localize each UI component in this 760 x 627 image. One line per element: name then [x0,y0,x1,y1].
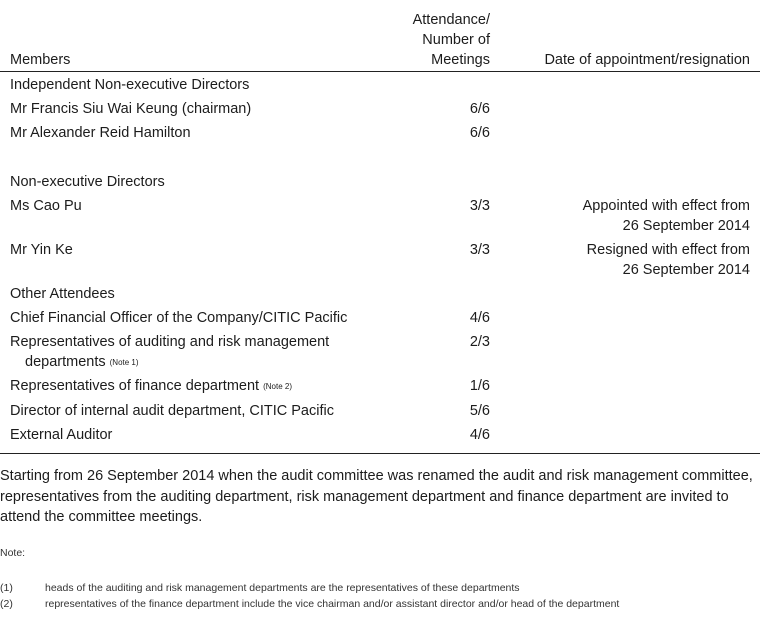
attendee-attendance: 1/6 [469,378,490,394]
note-number: (2) [0,598,13,610]
note-reference: (Note 1) [109,358,139,367]
attendance-header-line3: Meetings [431,52,490,68]
attendee-attendance: 4/6 [469,427,490,443]
attendee-name: Chief Financial Officer of the Company/CITIC Pacific [10,310,348,326]
attendee-name-text: Representatives of finance department [10,378,260,394]
note-text: heads of the auditing and risk management departments are the representatives of these departments [45,582,520,594]
note-text: representatives of the finance department include the vice chairman and/or assistant director and/or head of the department [45,598,620,610]
member-date-line2: 26 September 2014 [622,262,750,278]
member-date-line1: Appointed with effect from [582,198,750,214]
member-name: Ms Cao Pu [10,198,82,214]
header-rule [0,71,760,72]
note-reference: (Note 2) [263,382,293,391]
attendee-attendance: 4/6 [469,310,490,326]
notes-title: Note: [0,547,26,559]
member-attendance: 3/3 [469,242,490,258]
attendee-name [10,376,292,396]
attendance-header-line1: Attendance/ [412,12,490,28]
attendee-name-line2 [25,352,139,372]
member-date-line1: Resigned with effect from [586,242,750,258]
attendance-header-line2: Number of [422,32,490,48]
member-name: Mr Alexander Reid Hamilton [10,125,191,141]
attendee-name-line2-text: departments [25,354,106,370]
member-name: Mr Yin Ke [10,242,73,258]
member-name: Mr Francis Siu Wai Keung (chairman) [10,101,252,117]
member-attendance: 6/6 [469,125,490,141]
section-title-other: Other Attendees [10,286,115,302]
explanation-paragraph: Starting from 26 September 2014 when the audit committee was renamed the audit and risk management committee, representatives from the auditing department, risk management department and finance department are invited to attend the committee meetings. [0,468,753,525]
member-date-line2: 26 September 2014 [622,218,750,234]
member-attendance: 3/3 [469,198,490,214]
attendee-name-line1: Representatives of auditing and risk management [10,334,330,350]
member-attendance: 6/6 [469,101,490,117]
attendee-attendance: 2/3 [469,334,490,350]
section-title-ned: Non-executive Directors [10,174,165,190]
attendee-attendance: 5/6 [469,403,490,419]
section-title-ined: Independent Non-executive Directors [10,77,250,93]
attendee-name: External Auditor [10,427,113,443]
note-number: (1) [0,582,13,594]
date-header: Date of appointment/resignation [544,52,750,68]
table-bottom-rule [0,453,760,454]
attendee-name: Director of internal audit department, CITIC Pacific [10,403,334,419]
members-header: Members [10,52,71,68]
